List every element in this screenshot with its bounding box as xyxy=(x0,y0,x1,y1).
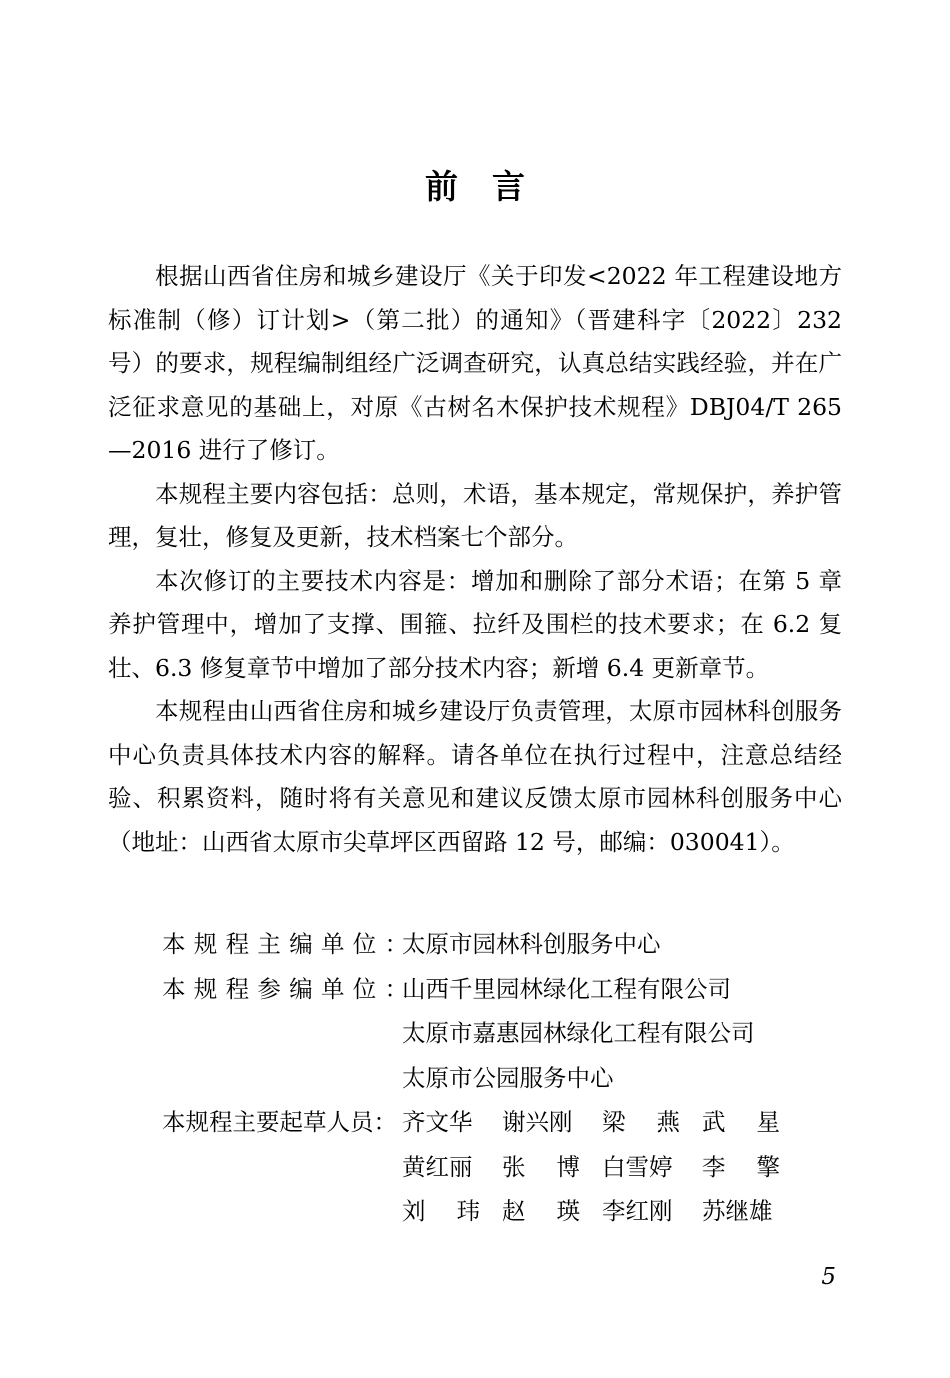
drafter-name: 谢兴刚 xyxy=(502,1108,573,1136)
drafter-name: 张 博 xyxy=(502,1152,580,1181)
paragraph-revision-contents: 本次修订的主要技术内容是：增加和删除了部分术语；在第 5 章养护管理中，增加了支撑、围箍、拉纤及围栏的技术要求；在 6.2 复壮、6.3 修复章节中增加了部分技术内容；新增 6.4 更新章节。 xyxy=(108,566,842,682)
chief-editor-label: 本规程主编单位： xyxy=(162,930,417,958)
participants-row xyxy=(108,967,842,1101)
page-number: 5 xyxy=(821,1264,836,1290)
drafters-label: 本规程主要起草人员： xyxy=(162,1108,397,1136)
paragraph-main-contents: 本规程主要内容包括：总则，术语，基本规定，常规保护，养护管理，复壮，修复及更新，技术档案七个部分。 xyxy=(108,479,842,551)
drafter-name: 赵 瑛 xyxy=(502,1197,580,1225)
drafters-line xyxy=(402,1189,802,1234)
page-title: 前言 xyxy=(425,167,559,206)
chief-editor-values xyxy=(402,922,842,967)
drafter-name: 李 擎 xyxy=(702,1152,780,1181)
participants-values xyxy=(402,967,842,1101)
drafters-row xyxy=(108,1100,842,1234)
chief-editor-row xyxy=(108,922,842,967)
preface-body xyxy=(108,255,842,864)
drafter-name: 李红刚 xyxy=(602,1197,673,1225)
drafter-name: 齐文华 xyxy=(402,1108,473,1136)
participant-unit: 山西千里园林绿化工程有限公司 xyxy=(402,974,731,1003)
drafter-name: 白雪婷 xyxy=(602,1152,673,1181)
drafter-name: 苏继雄 xyxy=(702,1197,773,1225)
participant-unit: 太原市嘉惠园林绿化工程有限公司 xyxy=(402,1019,755,1047)
drafter-name: 梁 燕 xyxy=(602,1108,680,1136)
paragraph-revision-basis: 根据山西省住房和城乡建设厅《关于印发<2022 年工程建设地方标准制（修）订计划>（第二批）的通知》（晋建科字〔2022〕232 号）的要求，规程编制组经广泛调查研究，认真总结实践经验，并在广泛征求意见的基础上，对原《古树名木保护技术规程》DBJ04/T 265—2016 进行了修订。 xyxy=(108,262,842,464)
drafters-line xyxy=(402,1145,802,1190)
drafter-name: 刘 玮 xyxy=(402,1197,480,1225)
credits-section xyxy=(108,922,842,1234)
drafter-name: 黄红丽 xyxy=(402,1152,473,1181)
drafter-name: 武 星 xyxy=(702,1108,780,1136)
drafters-line xyxy=(402,1100,802,1145)
paragraph-management: 本规程由山西省住房和城乡建设厅负责管理，太原市园林科创服务中心负责具体技术内容的解释。请各单位在执行过程中，注意总结经验、积累资料，随时将有关意见和建议反馈太原市园林科创服务中心（地址：山西省太原市尖草坪区西留路 12 号，邮编：030041）。 xyxy=(108,697,842,856)
participant-unit: 太原市公园服务中心 xyxy=(402,1063,614,1092)
drafters-values xyxy=(402,1100,842,1234)
participants-label: 本规程参编单位： xyxy=(162,974,417,1003)
chief-editor-unit: 太原市园林科创服务中心 xyxy=(402,930,661,958)
